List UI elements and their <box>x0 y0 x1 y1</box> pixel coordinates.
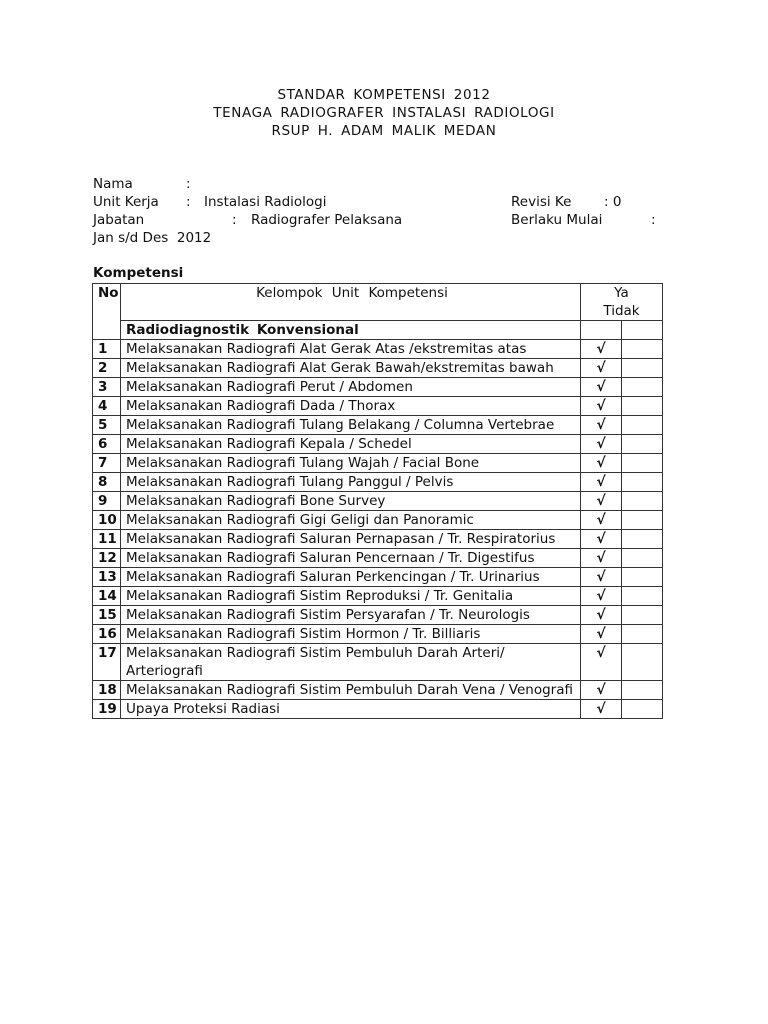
doc-title-line1: STANDAR KOMPETENSI 2012 <box>277 87 491 103</box>
row-tidak-cell <box>622 397 663 416</box>
jabatan-value: Radiografer Pelaksana <box>251 212 403 228</box>
row-number: 10 <box>93 511 121 530</box>
table-row <box>93 681 663 700</box>
row-competency: Melaksanakan Radiografi Saluran Pencernaan / Tr. Digestifus <box>121 549 581 568</box>
table-row <box>93 625 663 644</box>
row-number: 7 <box>93 454 121 473</box>
row-ya-check: √ <box>581 397 622 416</box>
row-tidak-cell <box>622 359 663 378</box>
group-row <box>93 321 663 340</box>
row-ya-check: √ <box>581 530 622 549</box>
row-tidak-cell <box>622 454 663 473</box>
row-competency: Melaksanakan Radiografi Sistim Pembuluh Darah Arteri/ Arteriografi <box>121 644 581 681</box>
column-header-ya-tidak <box>581 284 663 321</box>
row-tidak-cell <box>622 606 663 625</box>
row-number: 19 <box>93 700 121 719</box>
row-competency: Melaksanakan Radiografi Sistim Persyarafan / Tr. Neurologis <box>121 606 581 625</box>
row-competency: Melaksanakan Radiografi Tulang Belakang / Columna Vertebrae <box>121 416 581 435</box>
row-number: 3 <box>93 378 121 397</box>
row-competency: Melaksanakan Radiografi Gigi Geligi dan Panoramic <box>121 511 581 530</box>
unit-kerja-separator: : <box>186 194 191 210</box>
row-competency: Melaksanakan Radiografi Tulang Wajah / Facial Bone <box>121 454 581 473</box>
row-number: 4 <box>93 397 121 416</box>
row-competency: Melaksanakan Radiografi Dada / Thorax <box>121 397 581 416</box>
column-header-tidak: Tidak <box>603 303 640 319</box>
table-row <box>93 511 663 530</box>
group-tidak-cell <box>622 321 663 340</box>
row-number: 9 <box>93 492 121 511</box>
jabatan-separator: : <box>232 212 237 228</box>
doc-title-line2: TENAGA RADIOGRAFER INSTALASI RADIOLOGI <box>213 105 555 121</box>
table-row <box>93 549 663 568</box>
row-ya-check: √ <box>581 340 622 359</box>
table-row <box>93 700 663 719</box>
row-tidak-cell <box>622 340 663 359</box>
row-competency: Melaksanakan Radiografi Sistim Pembuluh Darah Vena / Venografi <box>121 681 581 700</box>
row-competency: Melaksanakan Radiografi Sistim Hormon / Tr. Billiaris <box>121 625 581 644</box>
row-ya-check: √ <box>581 681 622 700</box>
row-number: 15 <box>93 606 121 625</box>
row-ya-check: √ <box>581 416 622 435</box>
row-competency: Melaksanakan Radiografi Alat Gerak Bawah/ekstremitas bawah <box>121 359 581 378</box>
row-competency: Melaksanakan Radiografi Saluran Perkencingan / Tr. Urinarius <box>121 568 581 587</box>
row-number: 12 <box>93 549 121 568</box>
row-number: 17 <box>93 644 121 681</box>
table-row <box>93 587 663 606</box>
row-ya-check: √ <box>581 606 622 625</box>
nama-label: Nama <box>93 176 133 192</box>
row-competency: Melaksanakan Radiografi Tulang Panggul / Pelvis <box>121 473 581 492</box>
row-tidak-cell <box>622 587 663 606</box>
row-tidak-cell <box>622 530 663 549</box>
row-tidak-cell <box>622 378 663 397</box>
table-row <box>93 435 663 454</box>
row-number: 2 <box>93 359 121 378</box>
berlaku-label: Berlaku Mulai <box>511 212 603 228</box>
row-ya-check: √ <box>581 359 622 378</box>
row-tidak-cell <box>622 416 663 435</box>
table-row <box>93 378 663 397</box>
row-tidak-cell <box>622 568 663 587</box>
berlaku-value: Jan s/d Des 2012 <box>93 230 212 246</box>
row-ya-check: √ <box>581 435 622 454</box>
row-ya-check: √ <box>581 568 622 587</box>
section-title: Kompetensi <box>93 265 184 281</box>
table-row <box>93 340 663 359</box>
row-tidak-cell <box>622 644 663 681</box>
row-number: 14 <box>93 587 121 606</box>
row-ya-check: √ <box>581 625 622 644</box>
row-tidak-cell <box>622 700 663 719</box>
unit-kerja-value: Instalasi Radiologi <box>204 194 327 210</box>
table-row <box>93 568 663 587</box>
table-row <box>93 454 663 473</box>
row-competency: Melaksanakan Radiografi Bone Survey <box>121 492 581 511</box>
row-tidak-cell <box>622 435 663 454</box>
table-row <box>93 397 663 416</box>
revisi-label: Revisi Ke <box>511 194 572 210</box>
doc-title-line3: RSUP H. ADAM MALIK MEDAN <box>271 123 497 139</box>
unit-kerja-label: Unit Kerja <box>93 194 159 210</box>
row-competency: Melaksanakan Radiografi Kepala / Schedel <box>121 435 581 454</box>
row-ya-check: √ <box>581 454 622 473</box>
row-tidak-cell <box>622 492 663 511</box>
group-ya-cell <box>581 321 622 340</box>
nama-separator: : <box>186 176 191 192</box>
row-ya-check: √ <box>581 587 622 606</box>
row-ya-check: √ <box>581 549 622 568</box>
column-header-kelompok: Kelompok Unit Kompetensi <box>121 284 581 321</box>
row-ya-check: √ <box>581 378 622 397</box>
row-ya-check: √ <box>581 511 622 530</box>
row-number: 1 <box>93 340 121 359</box>
row-tidak-cell <box>622 511 663 530</box>
row-number: 13 <box>93 568 121 587</box>
table-row <box>93 530 663 549</box>
row-number: 11 <box>93 530 121 549</box>
column-header-no: No <box>93 284 121 340</box>
row-tidak-cell <box>622 625 663 644</box>
row-competency: Melaksanakan Radiografi Perut / Abdomen <box>121 378 581 397</box>
row-ya-check: √ <box>581 644 622 681</box>
group-label: Radiodiagnostik Konvensional <box>121 321 581 340</box>
row-competency: Melaksanakan Radiografi Saluran Pernapasan / Tr. Respiratorius <box>121 530 581 549</box>
table-row <box>93 359 663 378</box>
table-row <box>93 606 663 625</box>
row-tidak-cell <box>622 549 663 568</box>
table-header-row <box>93 284 663 321</box>
berlaku-separator: : <box>651 212 656 228</box>
table-row <box>93 473 663 492</box>
revisi-value: : 0 <box>604 194 622 210</box>
row-competency: Melaksanakan Radiografi Sistim Reproduksi / Tr. Genitalia <box>121 587 581 606</box>
competency-table <box>92 283 663 719</box>
table-row <box>93 416 663 435</box>
row-number: 18 <box>93 681 121 700</box>
row-tidak-cell <box>622 681 663 700</box>
jabatan-label: Jabatan <box>93 212 145 228</box>
column-header-ya: Ya <box>614 285 629 301</box>
row-tidak-cell <box>622 473 663 492</box>
table-row <box>93 492 663 511</box>
row-competency: Melaksanakan Radiografi Alat Gerak Atas /ekstremitas atas <box>121 340 581 359</box>
row-number: 16 <box>93 625 121 644</box>
row-number: 6 <box>93 435 121 454</box>
table-row <box>93 644 663 681</box>
row-ya-check: √ <box>581 492 622 511</box>
row-number: 5 <box>93 416 121 435</box>
row-number: 8 <box>93 473 121 492</box>
row-competency: Upaya Proteksi Radiasi <box>121 700 581 719</box>
row-ya-check: √ <box>581 700 622 719</box>
row-ya-check: √ <box>581 473 622 492</box>
